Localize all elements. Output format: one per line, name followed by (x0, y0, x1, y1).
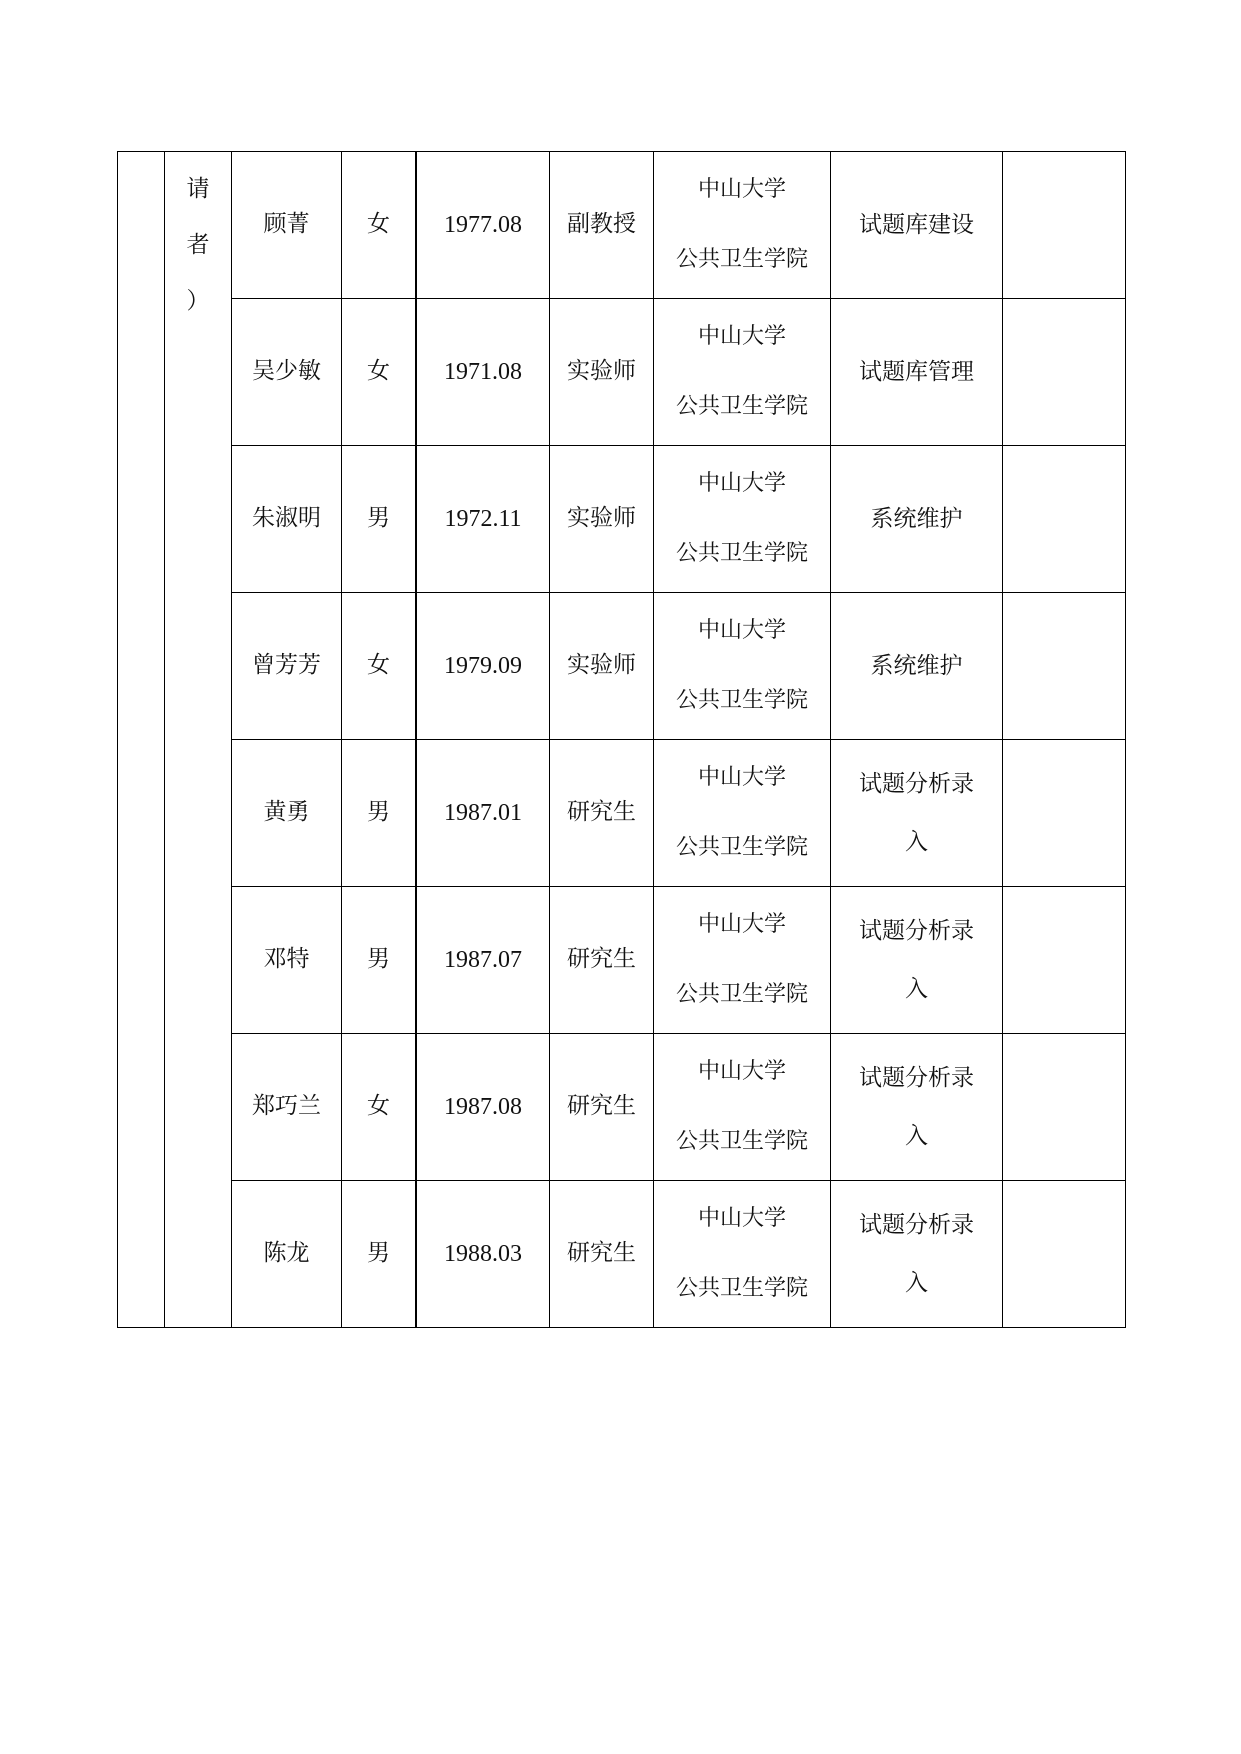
unit-cell (654, 740, 831, 887)
gender-cell: 男 (342, 446, 417, 593)
birth-date-cell: 1977.08 (416, 152, 550, 299)
unit-line: 公共卫生学院 (675, 247, 808, 272)
unit-line: 公共卫生学院 (675, 688, 808, 713)
task-cell (831, 593, 1003, 740)
name-cell: 曾芳芳 (232, 593, 342, 740)
birth-date-cell: 1987.01 (416, 740, 550, 887)
name-cell: 陈龙 (232, 1181, 342, 1328)
name-cell: 黄勇 (232, 740, 342, 887)
role-label-cell (165, 152, 232, 1328)
task-line: 系统维护 (870, 506, 963, 532)
birth-date-cell: 1971.08 (416, 299, 550, 446)
role-label-char: 者 (186, 232, 210, 258)
task-cell (831, 740, 1003, 887)
title-cell: 研究生 (550, 1034, 654, 1181)
title-cell: 研究生 (550, 887, 654, 1034)
signature-cell (1003, 446, 1126, 593)
title-cell: 实验师 (550, 299, 654, 446)
title-cell: 副教授 (550, 152, 654, 299)
unit-line: 中山大学 (697, 1206, 786, 1231)
task-line: 试题分析录 (859, 918, 974, 944)
signature-cell (1003, 740, 1126, 887)
birth-date-cell: 1987.08 (416, 1034, 550, 1181)
task-line: 试题分析录 (859, 1065, 974, 1091)
signature-cell (1003, 887, 1126, 1034)
task-line: 试题库管理 (859, 359, 974, 385)
unit-line: 公共卫生学院 (675, 1129, 808, 1154)
name-cell: 朱淑明 (232, 446, 342, 593)
birth-date-cell: 1988.03 (416, 1181, 550, 1328)
unit-cell (654, 1181, 831, 1328)
birth-date-cell: 1972.11 (416, 446, 550, 593)
title-cell: 研究生 (550, 1181, 654, 1328)
gender-cell: 男 (342, 1181, 417, 1328)
name-cell: 邓特 (232, 887, 342, 1034)
unit-line: 公共卫生学院 (675, 394, 808, 419)
name-cell: 吴少敏 (232, 299, 342, 446)
unit-line: 中山大学 (697, 1059, 786, 1084)
gender-cell: 女 (342, 152, 417, 299)
task-line: 系统维护 (870, 653, 963, 679)
unit-line: 中山大学 (697, 912, 786, 937)
table-row (118, 152, 1126, 299)
unit-line: 中山大学 (697, 324, 786, 349)
unit-line: 中山大学 (697, 618, 786, 643)
role-label-char: 请 (186, 176, 210, 202)
task-cell (831, 1034, 1003, 1181)
unit-cell (654, 446, 831, 593)
task-cell (831, 299, 1003, 446)
table-row (118, 740, 1126, 887)
table-row (118, 887, 1126, 1034)
role-label (165, 152, 231, 344)
unit-line: 中山大学 (697, 471, 786, 496)
unit-line: 公共卫生学院 (675, 1276, 808, 1301)
name-cell: 顾菁 (232, 152, 342, 299)
table-row (118, 593, 1126, 740)
signature-cell (1003, 1181, 1126, 1328)
title-cell: 实验师 (550, 446, 654, 593)
unit-cell (654, 593, 831, 740)
task-line: 入 (905, 1270, 928, 1296)
task-line: 入 (905, 1123, 928, 1149)
gender-cell: 女 (342, 299, 417, 446)
table-row (118, 1181, 1126, 1328)
task-cell (831, 1181, 1003, 1328)
unit-cell (654, 887, 831, 1034)
task-line: 入 (905, 976, 928, 1002)
gender-cell: 男 (342, 887, 417, 1034)
unit-cell (654, 299, 831, 446)
unit-line: 公共卫生学院 (675, 835, 808, 860)
table-row (118, 299, 1126, 446)
blank-column-cell (118, 152, 165, 1328)
task-cell (831, 152, 1003, 299)
task-line: 入 (905, 829, 928, 855)
name-cell: 郑巧兰 (232, 1034, 342, 1181)
title-cell: 实验师 (550, 593, 654, 740)
gender-cell: 男 (342, 740, 417, 887)
title-cell: 研究生 (550, 740, 654, 887)
member-table (117, 151, 1126, 1328)
member-table-body (118, 152, 1126, 1328)
table-row (118, 446, 1126, 593)
signature-cell (1003, 299, 1126, 446)
signature-cell (1003, 152, 1126, 299)
gender-cell: 女 (342, 593, 417, 740)
table-row (118, 1034, 1126, 1181)
unit-cell (654, 1034, 831, 1181)
unit-cell (654, 152, 831, 299)
task-cell (831, 446, 1003, 593)
birth-date-cell: 1987.07 (416, 887, 550, 1034)
signature-cell (1003, 593, 1126, 740)
gender-cell: 女 (342, 1034, 417, 1181)
unit-line: 公共卫生学院 (675, 982, 808, 1007)
birth-date-cell: 1979.09 (416, 593, 550, 740)
signature-cell (1003, 1034, 1126, 1181)
task-line: 试题分析录 (859, 1212, 974, 1238)
task-line: 试题库建设 (859, 212, 974, 238)
unit-line: 中山大学 (697, 177, 786, 202)
task-line: 试题分析录 (859, 771, 974, 797)
role-label-char: ） (186, 288, 210, 314)
unit-line: 公共卫生学院 (675, 541, 808, 566)
task-cell (831, 887, 1003, 1034)
unit-line: 中山大学 (697, 765, 786, 790)
